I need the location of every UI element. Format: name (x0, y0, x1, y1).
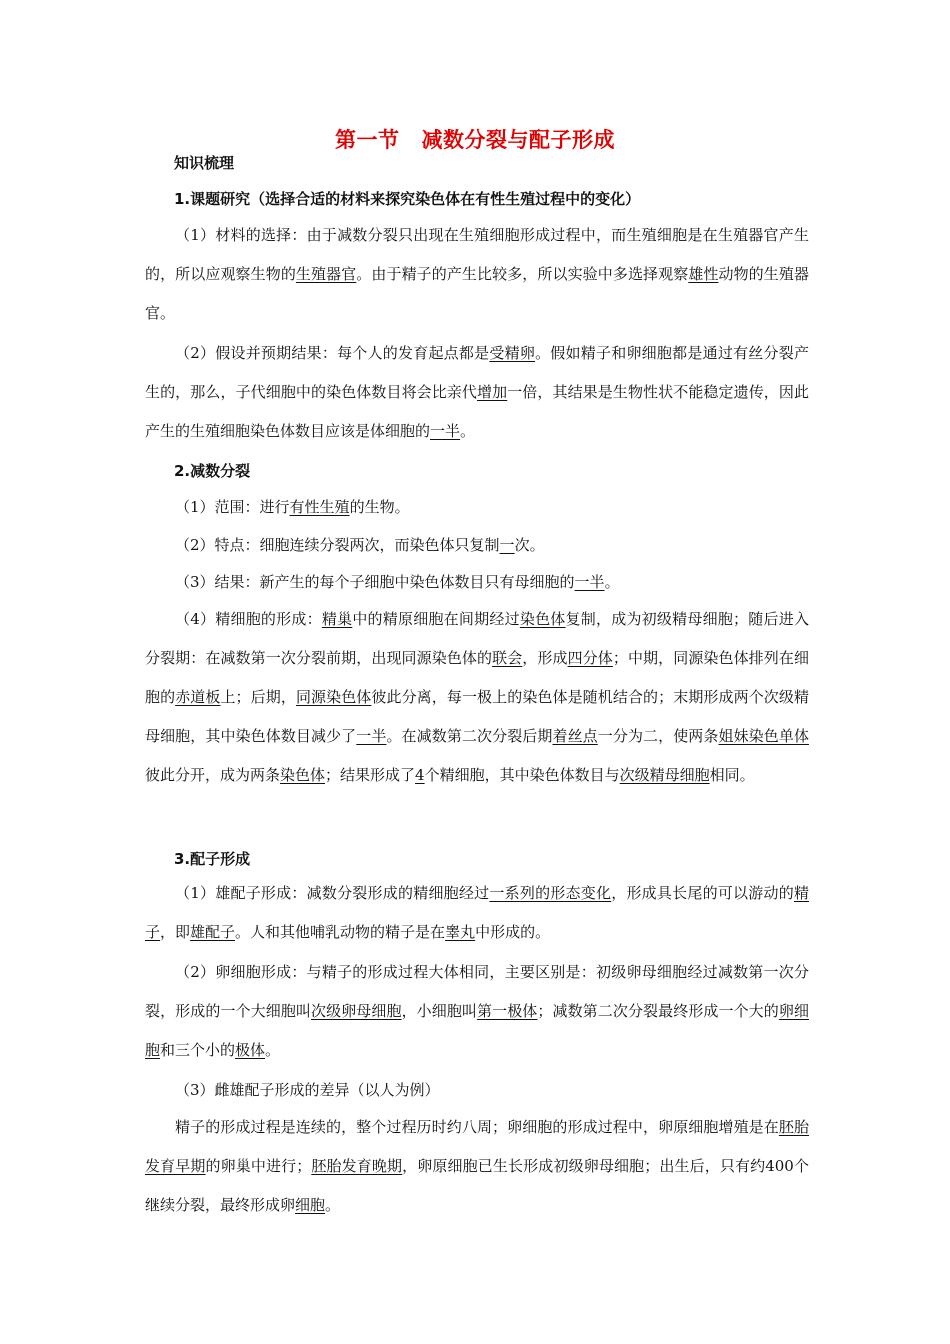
answer-blank: 雄配子 (190, 923, 236, 941)
answer-blank: 4 (415, 766, 425, 784)
answer-blank: 四分体 (567, 649, 613, 667)
answer-blank: 增加 (477, 383, 508, 401)
section3-paragraph4: 精子的形成过程是连续的，整个过程历时约八周；卵细胞的形成过程中，卵原细胞增殖是在胚胎发育早期的卵巢中进行；胚胎发育晚期，卵原细胞已生长形成初级卵母细胞；出生后，只有约400个继续分裂，最终形成卵细胞。 (145, 1118, 809, 1214)
answer-blank: 着丝点 (552, 727, 598, 745)
title-section-number: 第一节 (335, 128, 400, 152)
section3-paragraph1: （1）雄配子形成：减数分裂形成的精细胞经过一系列的形态变化，形成具长尾的可以游动的精子，即雄配子。人和其他哺乳动物的精子是在睾丸中形成的。 (145, 884, 809, 941)
answer-blank: 极体 (235, 1041, 266, 1059)
answer-blank: 联会 (492, 649, 523, 667)
answer-blank: 第一极体 (477, 1002, 538, 1020)
answer-blank: 染色体 (280, 766, 326, 784)
answer-blank: 一半 (430, 422, 461, 440)
title-topic: 减数分裂与配子形成 (421, 128, 615, 152)
section1-paragraph1: （1）材料的选择：由于减数分裂只出现在生殖细胞形成过程中，而生殖细胞是在生殖器官产生的，所以应观察生物的生殖器官。由于精子的产生比较多，所以实验中多选择观察雄性动物的生殖器官。 (145, 226, 809, 322)
answer-blank: 卵细胞 (145, 1002, 809, 1059)
answer-blank: 胚胎发育早期 (145, 1118, 809, 1175)
answer-blank: 睾丸 (445, 923, 476, 941)
answer-blank: 精子 (145, 884, 809, 941)
section2-paragraph2: （2）特点：细胞连续分裂两次，而染色体只复制一次。 (175, 536, 545, 554)
answer-blank: 精巢 (321, 610, 353, 628)
answer-blank: 次级卵母细胞 (311, 1002, 402, 1020)
section2-paragraph3: （3）结果：新产生的每个子细胞中染色体数目只有母细胞的一半。 (175, 573, 620, 591)
answer-blank: 次级精母细胞 (619, 766, 710, 784)
section3-paragraph3: （3）雌雄配子形成的差异（以人为例） (175, 1081, 440, 1099)
answer-blank: 一半 (356, 727, 387, 745)
answer-blank: 赤道板 (175, 688, 221, 706)
answer-blank: 雄性 (688, 265, 719, 283)
answer-blank: 染色体 (519, 610, 566, 628)
page-title (0, 124, 950, 154)
answer-blank: 一半 (574, 573, 605, 591)
section2-heading: 2.减数分裂 (174, 462, 251, 480)
answer-blank: 细胞 (295, 1196, 326, 1214)
section2-paragraph4: （4）精细胞的形成：精巢中的精原细胞在间期经过染色体复制，成为初级精母细胞；随后进入分裂期：在减数第一次分裂前期，出现同源染色体的联会，形成四分体；中期，同源染色体排列在细胞的赤道板上；后期，同源染色体彼此分离，每一极上的染色体是随机结合的；末期形成两个次级精母细胞，其中染色体数目减少了一半。在减数第二次分裂后期着丝点一分为二，使两条姐妹染色单体彼此分开，成为两条染色体；结果形成了4个精细胞，其中染色体数目与次级精母细胞相同。 (145, 610, 809, 784)
answer-blank: 有性生殖 (289, 498, 350, 516)
section1-paragraph2: （2）假设并预期结果：每个人的发育起点都是受精卵。假如精子和卵细胞都是通过有丝分裂产生的，那么，子代细胞中的染色体数目将会比亲代增加一倍，其结果是生物性状不能稳定遗传，因此产生的生殖细胞染色体数目应该是体细胞的一半。 (145, 344, 809, 440)
section2-paragraph1: （1）范围：进行有性生殖的生物。 (175, 498, 410, 516)
answer-blank: 受精卵 (489, 344, 536, 362)
answer-blank: 姐妹染色单体 (718, 727, 809, 745)
answer-blank: 一 (499, 536, 515, 554)
section3-heading: 3.配子形成 (174, 850, 251, 868)
answer-blank: 胚胎发育晚期 (311, 1157, 403, 1175)
answer-blank: 同源染色体 (295, 688, 372, 706)
answer-blank: 一系列的形态变化 (489, 884, 612, 902)
answer-blank: 生殖器官 (295, 265, 357, 283)
section1-heading: 1.课题研究（选择合适的材料来探究染色体在有性生殖过程中的变化） (174, 190, 641, 208)
section3-paragraph2: （2）卵细胞形成：与精子的形成过程大体相同，主要区别是：初级卵母细胞经过减数第一次分裂，形成的一个大细胞叫次级卵母细胞，小细胞叫第一极体；减数第二次分裂最终形成一个大的卵细胞和三个小的极体。 (145, 963, 809, 1059)
knowledge-heading: 知识梳理 (174, 154, 235, 172)
